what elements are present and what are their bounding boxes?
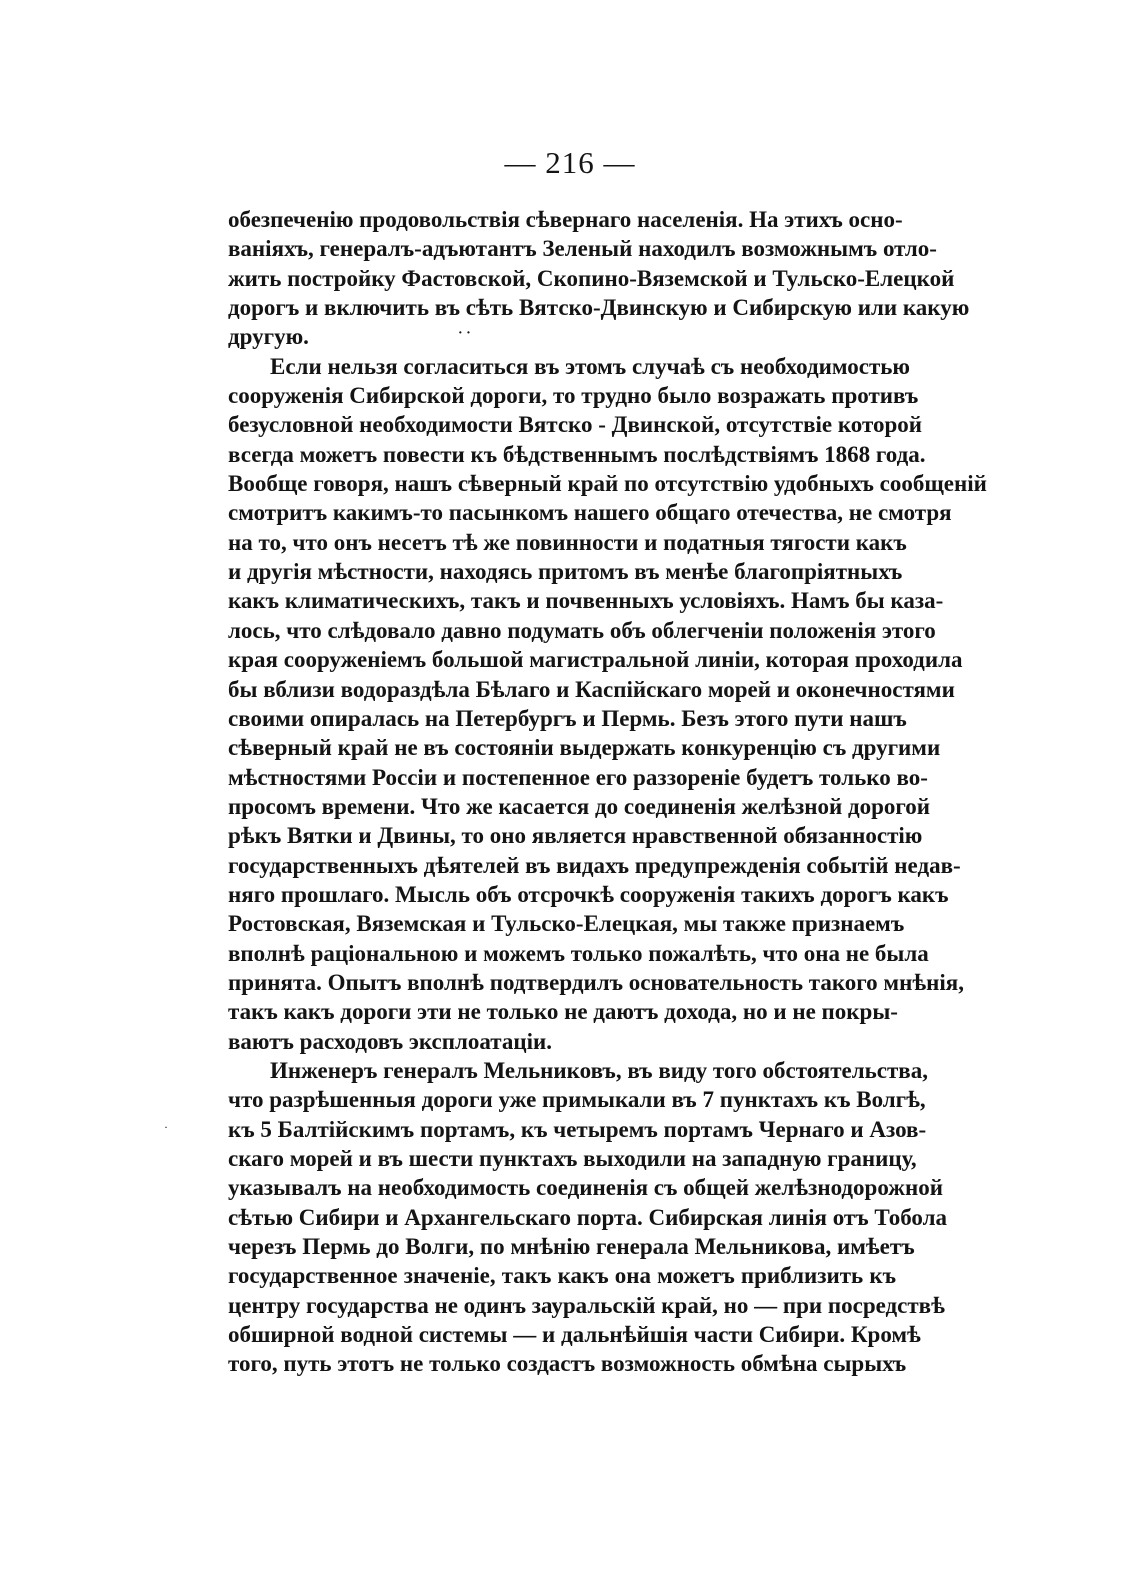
text-line: всегда можетъ повести къ бѣдственнымъ послѣдствіямъ 1868 года.: [228, 441, 926, 467]
text-line: дорогъ и включить въ сѣть Вятско-Двинскую и Сибирскую или какую: [228, 295, 970, 321]
text-line: сѣверный край не въ состояніи выдержать конкуренцію съ другими: [228, 735, 941, 761]
text-line: сѣтью Сибири и Архангельскаго порта. Сибирская линія отъ Тобола: [228, 1204, 947, 1230]
text-line: государственное значеніе, такъ какъ она можетъ приблизить къ: [228, 1263, 896, 1289]
text-line: скаго морей и въ шести пунктахъ выходили на западную границу,: [228, 1146, 917, 1171]
text-line: и другія мѣстности, находясь притомъ въ менѣе благопріятныхъ: [228, 559, 903, 585]
print-speck-marks: · ·: [458, 326, 471, 341]
text-line: своими опиралась на Петербургъ и Пермь. Безъ этого пути нашъ: [228, 705, 907, 731]
text-line: Инженеръ генералъ Мельниковъ, въ виду того обстоятельства,: [270, 1057, 928, 1083]
text-line: ваніяхъ, генералъ-адъютантъ Зеленый находилъ возможнымъ отло-: [228, 236, 937, 262]
text-line: лось, что слѣдовало давно подумать объ облегченіи положенія этого: [228, 617, 936, 643]
text-line: жить постройку Фастовской, Скопино-Вяземской и Тульско-Елецкой: [228, 265, 955, 291]
text-line: принята. Опытъ вполнѣ подтвердилъ основательность такого мнѣнія,: [228, 969, 964, 995]
text-line: обезпеченію продовольствія сѣвернаго населенія. На этихъ осно-: [228, 207, 903, 232]
text-line: указывалъ на необходимость соединенія съ общей желѣзнодорожной: [228, 1175, 943, 1201]
text-line: такъ какъ дороги эти не только не даютъ дохода, но и не покры-: [228, 999, 898, 1025]
text-line: какъ климатическихъ, такъ и почвенныхъ условіяхъ. Намъ бы каза-: [228, 588, 944, 614]
text-line: того, путь этотъ не только создастъ возможность обмѣна сырыхъ: [228, 1351, 907, 1377]
text-line: центру государства не одинъ зауральскій край, но — при посредствѣ: [228, 1292, 945, 1318]
text-line: что разрѣшенныя дороги уже примыкали въ 7 пунктахъ къ Волгѣ,: [228, 1087, 926, 1113]
text-line: вполнѣ раціональною и можемъ только пожалѣть, что она не была: [228, 940, 929, 966]
text-line: просомъ времени. Что же касается до соединенія желѣзной дорогой: [228, 793, 930, 819]
margin-speck-mark: ·: [164, 1120, 168, 1134]
text-line: государственныхъ дѣятелей въ видахъ предупрежденія событій недав-: [228, 852, 961, 878]
text-line: обширной водной системы — и дальнѣйшія части Сибири. Кромѣ: [228, 1322, 921, 1348]
paragraph: [228, 1056, 947, 1379]
text-line: Вообще говоря, нашъ сѣверный край по отсутствію удобныхъ сообщеній: [228, 471, 987, 497]
body-text: [228, 205, 987, 1379]
text-line: Если нельзя согласиться въ этомъ случаѣ съ необходимостью: [270, 353, 911, 379]
paragraph: [228, 352, 987, 1056]
paragraph: [228, 205, 970, 352]
text-line: Ростовская, Вяземская и Тульско-Елецкая, мы также признаемъ: [228, 911, 905, 937]
text-line: сооруженія Сибирской дороги, то трудно было возражать противъ: [228, 383, 919, 409]
text-line: къ 5 Балтійскимъ портамъ, къ четыремъ портамъ Чернаго и Азов-: [228, 1116, 927, 1142]
text-line: на то, что онъ несетъ тѣ же повинности и податныя тягости какъ: [228, 529, 907, 555]
text-line: бы вблизи водораздѣла Бѣлаго и Каспійскаго морей и оконечностями: [228, 676, 955, 702]
text-line: мѣстностями Россіи и постепенное его раззореніе будетъ только во-: [228, 764, 928, 790]
text-line: рѣкъ Вятки и Двины, то оно является нравственной обязанностію: [228, 823, 923, 849]
text-line: другую.: [228, 324, 309, 350]
text-line: края сооруженіемъ большой магистральной линіи, которая проходила: [228, 647, 963, 673]
text-line: безусловной необходимости Вятско - Двинской, отсутствіе которой: [228, 412, 923, 438]
text-line: ваютъ расходовъ эксплоатаціи.: [228, 1028, 552, 1054]
text-line: няго прошлаго. Мысль объ отсрочкѣ сооруженія такихъ дорогъ какъ: [228, 881, 949, 907]
text-line: смотритъ какимъ-то пасынкомъ нашего общаго отечества, не смотря: [228, 500, 952, 526]
page-number: — 216 —: [504, 145, 636, 180]
text-line: черезъ Пермь до Волги, по мнѣнію генерала Мельникова, имѣетъ: [228, 1234, 915, 1260]
